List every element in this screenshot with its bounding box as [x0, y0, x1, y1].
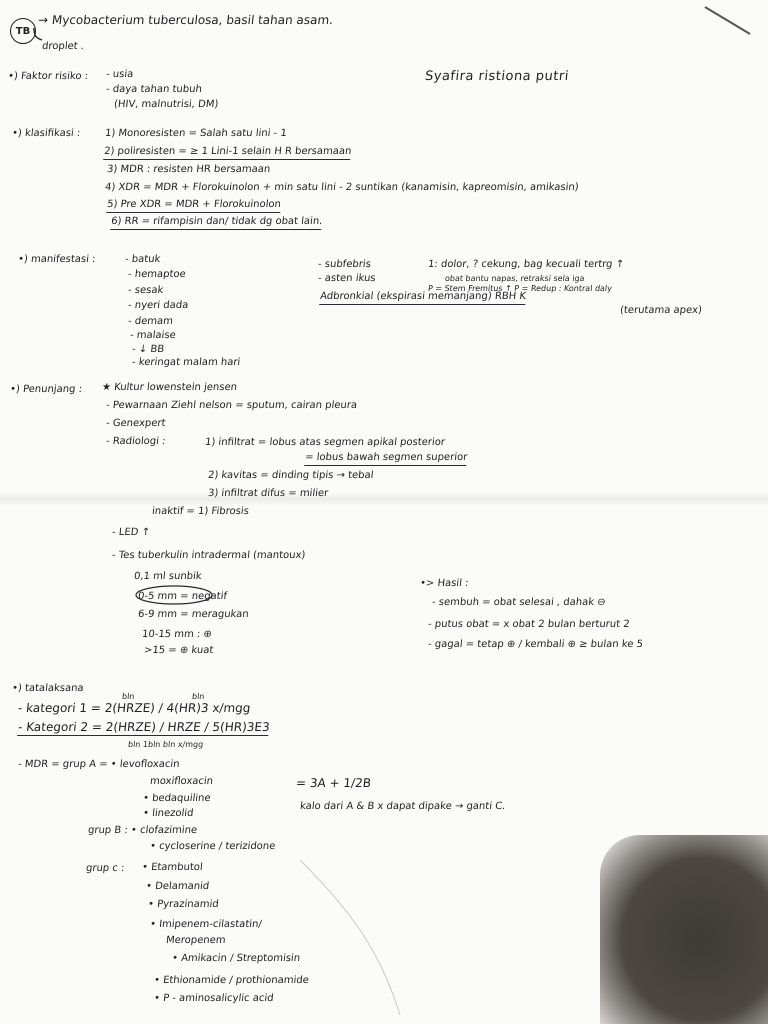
mantoux-item: >15 = ⊕ kuat — [143, 645, 214, 656]
circled-annotation — [134, 585, 224, 605]
results-item: - putus obat = x obat 2 bulan berturut 2 — [427, 619, 631, 630]
led-item: - LED ↑ — [111, 527, 151, 538]
classification-item: 1) Monoresisten = Salah satu lini - 1 — [104, 128, 288, 139]
tb-circle-label: TB — [10, 18, 36, 44]
group-c-item: Meropenem — [165, 935, 227, 946]
risk-label: •) Faktor risiko : — [7, 71, 89, 82]
mdr-rule: = 3A + 1/2B — [295, 776, 372, 790]
sign-detail: obat bantu napas, retraksi sela iga — [444, 274, 585, 283]
sign-item: Adbronkial (ekspirasi memanjang) RBH K — [319, 290, 526, 305]
treatment-category-1: - kategori 1 = 2(HRZE) / 4(HR)3 x/mgg — [17, 701, 252, 715]
group-a-item: • linezolid — [142, 808, 194, 819]
group-a-item: • bedaquiline — [142, 793, 212, 804]
tb-definition: → Mycobacterium tuberculosa, basil tahan asam. — [37, 13, 334, 27]
symptom-item: - malaise — [129, 330, 177, 341]
support-item: - Pewarnaan Ziehl nelson = sputum, cairan pleura — [105, 400, 358, 411]
classification-item: 3) MDR : resisten HR bersamaan — [106, 164, 271, 175]
symptom-item: - ↓ BB — [131, 344, 165, 355]
manifestation-label: •) manifestasi : — [17, 254, 97, 265]
tb-transmission: droplet . — [41, 41, 85, 52]
manifestation-note: (terutama apex) — [619, 305, 703, 316]
results-item: - sembuh = obat selesai , dahak ⊖ — [431, 597, 607, 608]
classification-item: 6) RR = rifampisin dan/ tidak dg obat lain. — [110, 215, 323, 230]
symptom-item: - demam — [127, 316, 174, 327]
symptom-item: - sesak — [127, 285, 164, 296]
risk-item: - usia — [105, 69, 134, 80]
mantoux-item: 0,1 ml sunbik — [133, 571, 203, 582]
radiology-item: inaktif = 1) Fibrosis — [151, 506, 250, 517]
classification-item: 5) Pre XDR = MDR + Florokuinolon — [106, 198, 281, 213]
symptom-item: - hemaptoe — [127, 269, 187, 280]
sign-item: - subfebris — [317, 259, 372, 270]
group-c-item: • Amikacin / Streptomisin — [171, 953, 301, 964]
author-name: Syafira ristiona putri — [424, 69, 570, 84]
treatment-label: •) tatalaksana — [11, 683, 85, 694]
treatment-annotation: bln 1bln bln x/mgg — [127, 740, 204, 749]
group-c-item: • Etambutol — [141, 862, 204, 873]
sign-detail: P = Stem Fremitus ↑ P = Redup : Kontral daly — [427, 284, 613, 293]
radiology-item: = lobus bawah segmen superior — [304, 451, 468, 466]
symptom-item: - nyeri dada — [127, 300, 189, 311]
symptom-item: - batuk — [124, 254, 161, 265]
symptom-item: - keringat malam hari — [131, 357, 241, 368]
group-c-item: • Pyrazinamid — [147, 899, 220, 910]
radiology-item: 2) kavitas = dinding tipis → tebal — [207, 470, 375, 481]
treatment-annotation: bln — [121, 692, 135, 701]
classification-item: 2) poliresisten = ≥ 1 Lini-1 selain H R bersamaan — [103, 145, 352, 160]
group-c-item: • Delamanid — [145, 881, 210, 892]
support-item: ★ Kultur lowenstein jensen — [101, 382, 238, 393]
group-c-label: grup c : — [85, 863, 125, 874]
sign-item: - asten ikus — [317, 273, 377, 284]
results-label: •> Hasil : — [419, 578, 469, 589]
group-b-item: • cycloserine / terizidone — [149, 841, 276, 852]
mdr-label: - MDR = grup A = • levofloxacin — [17, 759, 181, 770]
group-c-item: • P - aminosalicylic acid — [153, 993, 275, 1004]
hand-shadow — [600, 835, 768, 1024]
radiology-item: 3) infiltrat difus = milier — [207, 488, 329, 499]
mantoux-item: 10-15 mm : ⊕ — [141, 629, 213, 640]
mdr-rule-note: kalo dari A & B x dapat dipake → ganti C. — [299, 801, 506, 812]
arrow-icon — [32, 28, 44, 42]
risk-item: - daya tahan tubuh — [105, 84, 203, 95]
support-item: - Radiologi : — [105, 436, 167, 447]
group-b-label: grup B : • clofazimine — [87, 825, 198, 836]
risk-item: (HIV, malnutrisi, DM) — [113, 99, 219, 110]
mantoux-title: - Tes tuberkulin intradermal (mantoux) — [111, 550, 306, 561]
results-item: - gagal = tetap ⊕ / kembali ⊕ ≥ bulan ke 5 — [427, 639, 644, 650]
group-c-item: • Imipenem-cilastatin/ — [149, 919, 263, 930]
classification-label: •) klasifikasi : — [11, 128, 81, 139]
treatment-category-2: - Kategori 2 = 2(HRZE) / HRZE / 5(HR)3E3 — [17, 720, 271, 734]
paper-fold — [0, 492, 768, 506]
mantoux-item: 6-9 mm = meragukan — [137, 609, 250, 620]
support-label: •) Penunjang : — [9, 384, 83, 395]
radiology-item: 1) infiltrat = lobus atas segmen apikal posterior — [204, 437, 446, 448]
sign-detail: 1: dolor, ? cekung, bag kecuali tertrg ↑ — [427, 259, 625, 270]
mantoux-item: 0-5 mm = negatif — [137, 591, 228, 602]
support-item: - Genexpert — [105, 418, 167, 429]
bleed-through-mark — [290, 850, 410, 1020]
pen-stroke-mark — [700, 2, 760, 42]
classification-item: 4) XDR = MDR + Florokuinolon + min satu lini - 2 suntikan (kanamisin, kapreomisin, amikasin) — [104, 182, 580, 193]
group-c-item: • Ethionamide / prothionamide — [153, 975, 310, 986]
group-a-item: moxifloxacin — [149, 776, 214, 787]
treatment-annotation: bln — [191, 692, 205, 701]
